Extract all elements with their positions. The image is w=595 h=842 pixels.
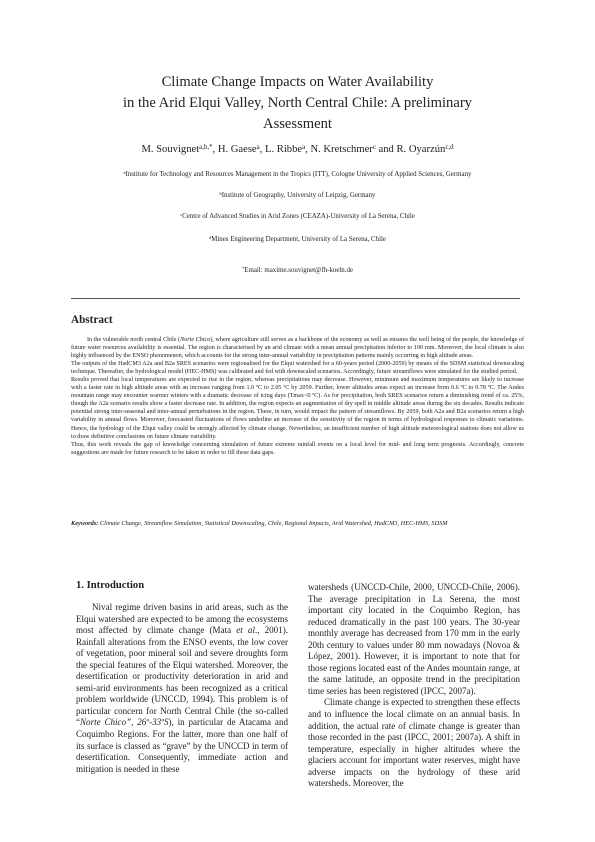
body-text: Nival regime driven basins in arid areas, such as the Elqui watershed are expected to be among the ecosystems most affected by climate change (Mata bbox=[76, 602, 288, 636]
header-divider bbox=[71, 298, 520, 299]
affiliation-text: Mines Engineering Department, University of La Serena, Chile bbox=[211, 236, 386, 243]
body-italic: Norte Chico”, 26º-33ºS bbox=[80, 717, 169, 728]
author-affiliation-mark: c,d bbox=[445, 144, 454, 151]
email-label: Email: bbox=[244, 267, 265, 274]
abstract-paragraph: Results proved that local temperatures are expected to rise in the region, whereas precipitations may decrease. However, minimum and maximum temperatures are likely to increase with a faster rate in high altitude areas with an increase ranging from 1.0 ºC to 2.05 ºC by 2059. Further, lower altitudes areas expect an increase from 0.6 ºC to 0.78 ºC. The Andes mountain range may encounter warmer winters with a dramatic decrease of icing days (Tmax<0 ºC). As for precipitation, both SRES scenarios return a diminishing trend of ca. 25%, though the A2a scenario results show a faster decrease rate. In addition, the region expects an augmentation of dry spell in middle altitude areas during the six decades. Results indicate potential strong inter-seasonal and inter-annual perturbations in the region. These, in turn, would impact the pattern of streamflows. By 2059, both A2a and B2a scenarios return a high variability in annual flows. Moreover, forecasted fluctuations of flows underline an increase of the sensitivity of the region in terms of hydrological responses to climatic variations. Hence, the hydrology of the Elqui valley could be strongly affected by climate change. Nevertheless, an insufficient number of high altitude meteorological stations does not allow us to draw definitive conclusions on future climate variability. bbox=[71, 377, 524, 440]
email-mark: * bbox=[242, 266, 245, 271]
affiliation bbox=[40, 212, 555, 221]
author-name: , N. Kretschmer bbox=[305, 144, 373, 155]
abstract-heading: Abstract bbox=[71, 314, 113, 326]
author-list bbox=[60, 143, 535, 157]
title-line: Climate Change Impacts on Water Availability bbox=[161, 74, 434, 90]
abstract-paragraph bbox=[71, 336, 524, 360]
body-column-right bbox=[308, 582, 520, 790]
abstract-paragraph: Thus, this work reveals the gap of knowledge concerning simulation of future extreme rainfall events on a local level for mid- and long term prognosis. Accordingly, concrete suggestions are made for future research to be taken in order to fill these data gaps. bbox=[71, 441, 524, 456]
keywords-text: Climate Change, Streamflow Simulation, Statistical Downscaling, Chile, Regional Impacts, Arid Watershed, HadCM3, HEC-HMS, SDSM bbox=[98, 520, 448, 527]
keywords-label: Keywords: bbox=[71, 520, 99, 527]
affiliation bbox=[40, 170, 555, 179]
corresponding-email bbox=[60, 266, 535, 275]
abstract-italic: Norte Chico bbox=[180, 337, 211, 343]
author-affiliation-mark: a,b,* bbox=[199, 144, 213, 151]
author-affiliation-mark: a bbox=[256, 144, 260, 151]
abstract-paragraph: The outputs of the HadCM3 A2a and B2a SRES scenarios were regionalised for the Elqui watershed for a 60-years period (2000-2059) by means of the SDSM statistical downscaling technique. Thereafter, the hydrological model (HEC-HMS) was calibrated and fed with downscaled scenarios. Accordingly, future streamflows were simulated for the studied period. bbox=[71, 361, 524, 376]
affiliation-mark: c bbox=[180, 212, 183, 217]
author-name: M. Souvignet bbox=[141, 144, 200, 155]
email-address[interactable]: maxime.souvignet@fh-koeln.de bbox=[264, 267, 353, 274]
affiliation-text: Centre of Advanced Studies in Arid Zones (CEAZA)-University of La Serena, Chile bbox=[182, 213, 415, 220]
body-paragraph: Climate change is expected to strengthen these effects and to influence the local climate on an annual basis. In addition, the actual rate of climate change is greater than those recorded in the past (IPCC, 2001; 2007a). A shift in temperature, especially in higher altitudes where the glaciers account for important water reserves, might have adverse impacts on the hydrology of these arid watersheds. Moreover, the bbox=[308, 697, 520, 789]
affiliation-text: Institute of Geography, University of Leipzig, Germany bbox=[221, 192, 376, 199]
title-line: in the Arid Elqui Valley, North Central Chile: A preliminary bbox=[123, 95, 472, 111]
body-text: ., 2001). Rainfall alterations from the ENSO events, the low cover of vegetation, poor mineral soil and severe droughts form the special features of the Elqui watershed. Moreover, the desertification or productivity deterioration in arid and semi-arid environments has been recognized as a critical problem worldwide (UNCCD, 1994). This problem is of particular concern for North Central Chile (the so-called “ bbox=[76, 625, 288, 728]
body-text: ), in particular de Atacama and Coquimbo Regions. For the latter, more than one half of its surface is classed as “grave” by the UNCCD in term of desertification. Consequently, immediate action and mitigation is needed in these bbox=[76, 717, 288, 774]
author-name: and R. Oyarzún bbox=[375, 144, 446, 155]
affiliation-mark: a bbox=[123, 170, 126, 175]
affiliation-text: Institute for Technology and Resources Management in the Tropics (ITT), Cologne University of Applied Sciences, Germany bbox=[125, 171, 472, 178]
abstract-text: ), where agriculture still serves as a backbone of the economy as well as ensures the well being of the people, the knowledge of future water resources availability is essential. The region is characterised by an arid climate with a mean annual precipitation inferior to 100 mm. Moreover, the local climate is also highly influenced by the ENSO phenomenon, which accounts for the strong inter-annual variability in precipitation patterns mainly occurring in high altitude areas. bbox=[71, 337, 524, 360]
author-affiliation-mark: c bbox=[372, 144, 376, 151]
abstract-text: In the vulnerable north central Chile ( bbox=[87, 337, 181, 343]
paper-title bbox=[60, 72, 535, 135]
affiliation-mark: b bbox=[219, 191, 222, 196]
body-paragraph bbox=[76, 602, 288, 775]
author-name: , L. Ribbe bbox=[259, 144, 303, 155]
title-line: Assessment bbox=[263, 116, 332, 132]
body-paragraph: watersheds (UNCCD-Chile, 2000, UNCCD-Chile, 2006). The average precipitation in La Serena, the most important city located in the Coquimbo Region, has reduced dramatically in the past 100 years. The 30-year monthly average has decreased from 170 mm in the early 20th century to values under 80 mm nowadays (Novoa & López, 2001). However, it is important to note that for those regions located east of the Andes mountain range, at the same latitude, an opposite trend in the precipitation time series has been registered (IPCC, 2007a). bbox=[308, 582, 520, 696]
author-name: , H. Gaese bbox=[212, 144, 257, 155]
author-affiliation-mark: a bbox=[302, 144, 306, 151]
keywords bbox=[71, 519, 524, 528]
body-italic: et al bbox=[236, 625, 255, 636]
abstract-body bbox=[71, 336, 524, 457]
affiliation bbox=[40, 235, 555, 244]
section-heading: 1. Introduction bbox=[76, 580, 145, 591]
affiliation-mark: d bbox=[209, 235, 212, 240]
affiliation bbox=[40, 191, 555, 200]
body-column-left bbox=[76, 602, 288, 775]
